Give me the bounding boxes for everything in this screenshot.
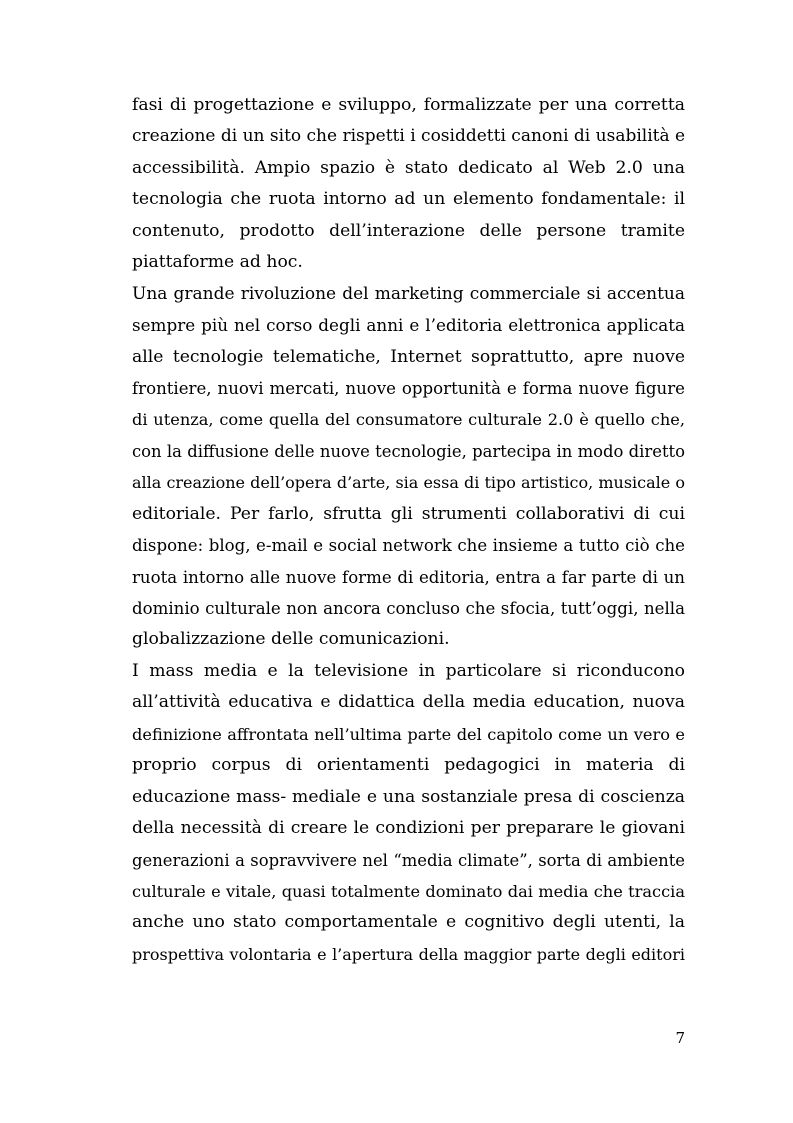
text-line: dominio culturale non ancora concluso che sfocia, tutt’oggi, nella <box>132 599 685 618</box>
text-line: alle tecnologie telematiche, Internet soprattutto, apre nuove <box>132 346 685 367</box>
text-line: piattaforme ad hoc. <box>132 252 303 273</box>
text-line: generazioni a sopravvivere nel “media climate”, sorta di ambiente <box>132 850 685 870</box>
text-line: proprio corpus di orientamenti pedagogici in materia di <box>132 755 685 776</box>
text-line: globalizzazione delle comunicazioni. <box>132 629 450 650</box>
text-line: frontiere, nuovi mercati, nuove opportunità e forma nuove figure <box>132 378 685 398</box>
text-line: I mass media e la televisione in particolare si riconducono <box>132 660 685 681</box>
text-line: culturale e vitale, quasi totalmente dominato dai media che traccia <box>132 881 685 901</box>
text-line: tecnologia che ruota intorno ad un elemento fondamentale: il <box>132 189 685 210</box>
text-line: sempre più nel corso degli anni e l’editoria elettronica applicata <box>132 315 685 336</box>
text-line: ruota intorno alle nuove forme di editoria, entra a far parte di un <box>132 567 685 587</box>
text-line: contenuto, prodotto dell’interazione delle persone tramite <box>132 220 685 241</box>
text-line: Una grande rivoluzione del marketing commerciale si accentua <box>132 283 685 304</box>
text-line: all’attività educativa e didattica della media education, nuova <box>132 692 685 713</box>
text-line: prospettiva volontaria e l’apertura della maggior parte degli editori <box>132 944 685 964</box>
body-text <box>132 90 685 970</box>
text-line: educazione mass- mediale e una sostanziale presa di coscienza <box>132 786 685 807</box>
text-line: creazione di un sito che rispetti i cosiddetti canoni di usabilità e <box>132 126 686 147</box>
text-line: dispone: blog, e-mail e social network che insieme a tutto ciò che <box>132 536 685 556</box>
text-line: della necessità di creare le condizioni per preparare le giovani <box>132 818 685 839</box>
page-number: 7 <box>675 1029 685 1047</box>
text-line: fasi di progettazione e sviluppo, formalizzate per una corretta <box>132 95 685 115</box>
text-line: alla creazione dell’opera d’arte, sia essa di tipo artistico, musicale o <box>132 473 685 493</box>
text-line: di utenza, come quella del consumatore culturale 2.0 è quello che, <box>132 410 685 430</box>
text-line: editoriale. Per farlo, sfrutta gli strumenti collaborativi di cui <box>132 503 685 524</box>
text-line: accessibilità. Ampio spazio è stato dedicato al Web 2.0 una <box>132 157 685 178</box>
text-line: definizione affrontata nell’ultima parte del capitolo come un vero e <box>132 724 685 744</box>
text-line: anche uno stato comportamentale e cognitivo degli utenti, la <box>132 912 685 933</box>
text-line: con la diffusione delle nuove tecnologie, partecipa in modo diretto <box>132 441 685 461</box>
